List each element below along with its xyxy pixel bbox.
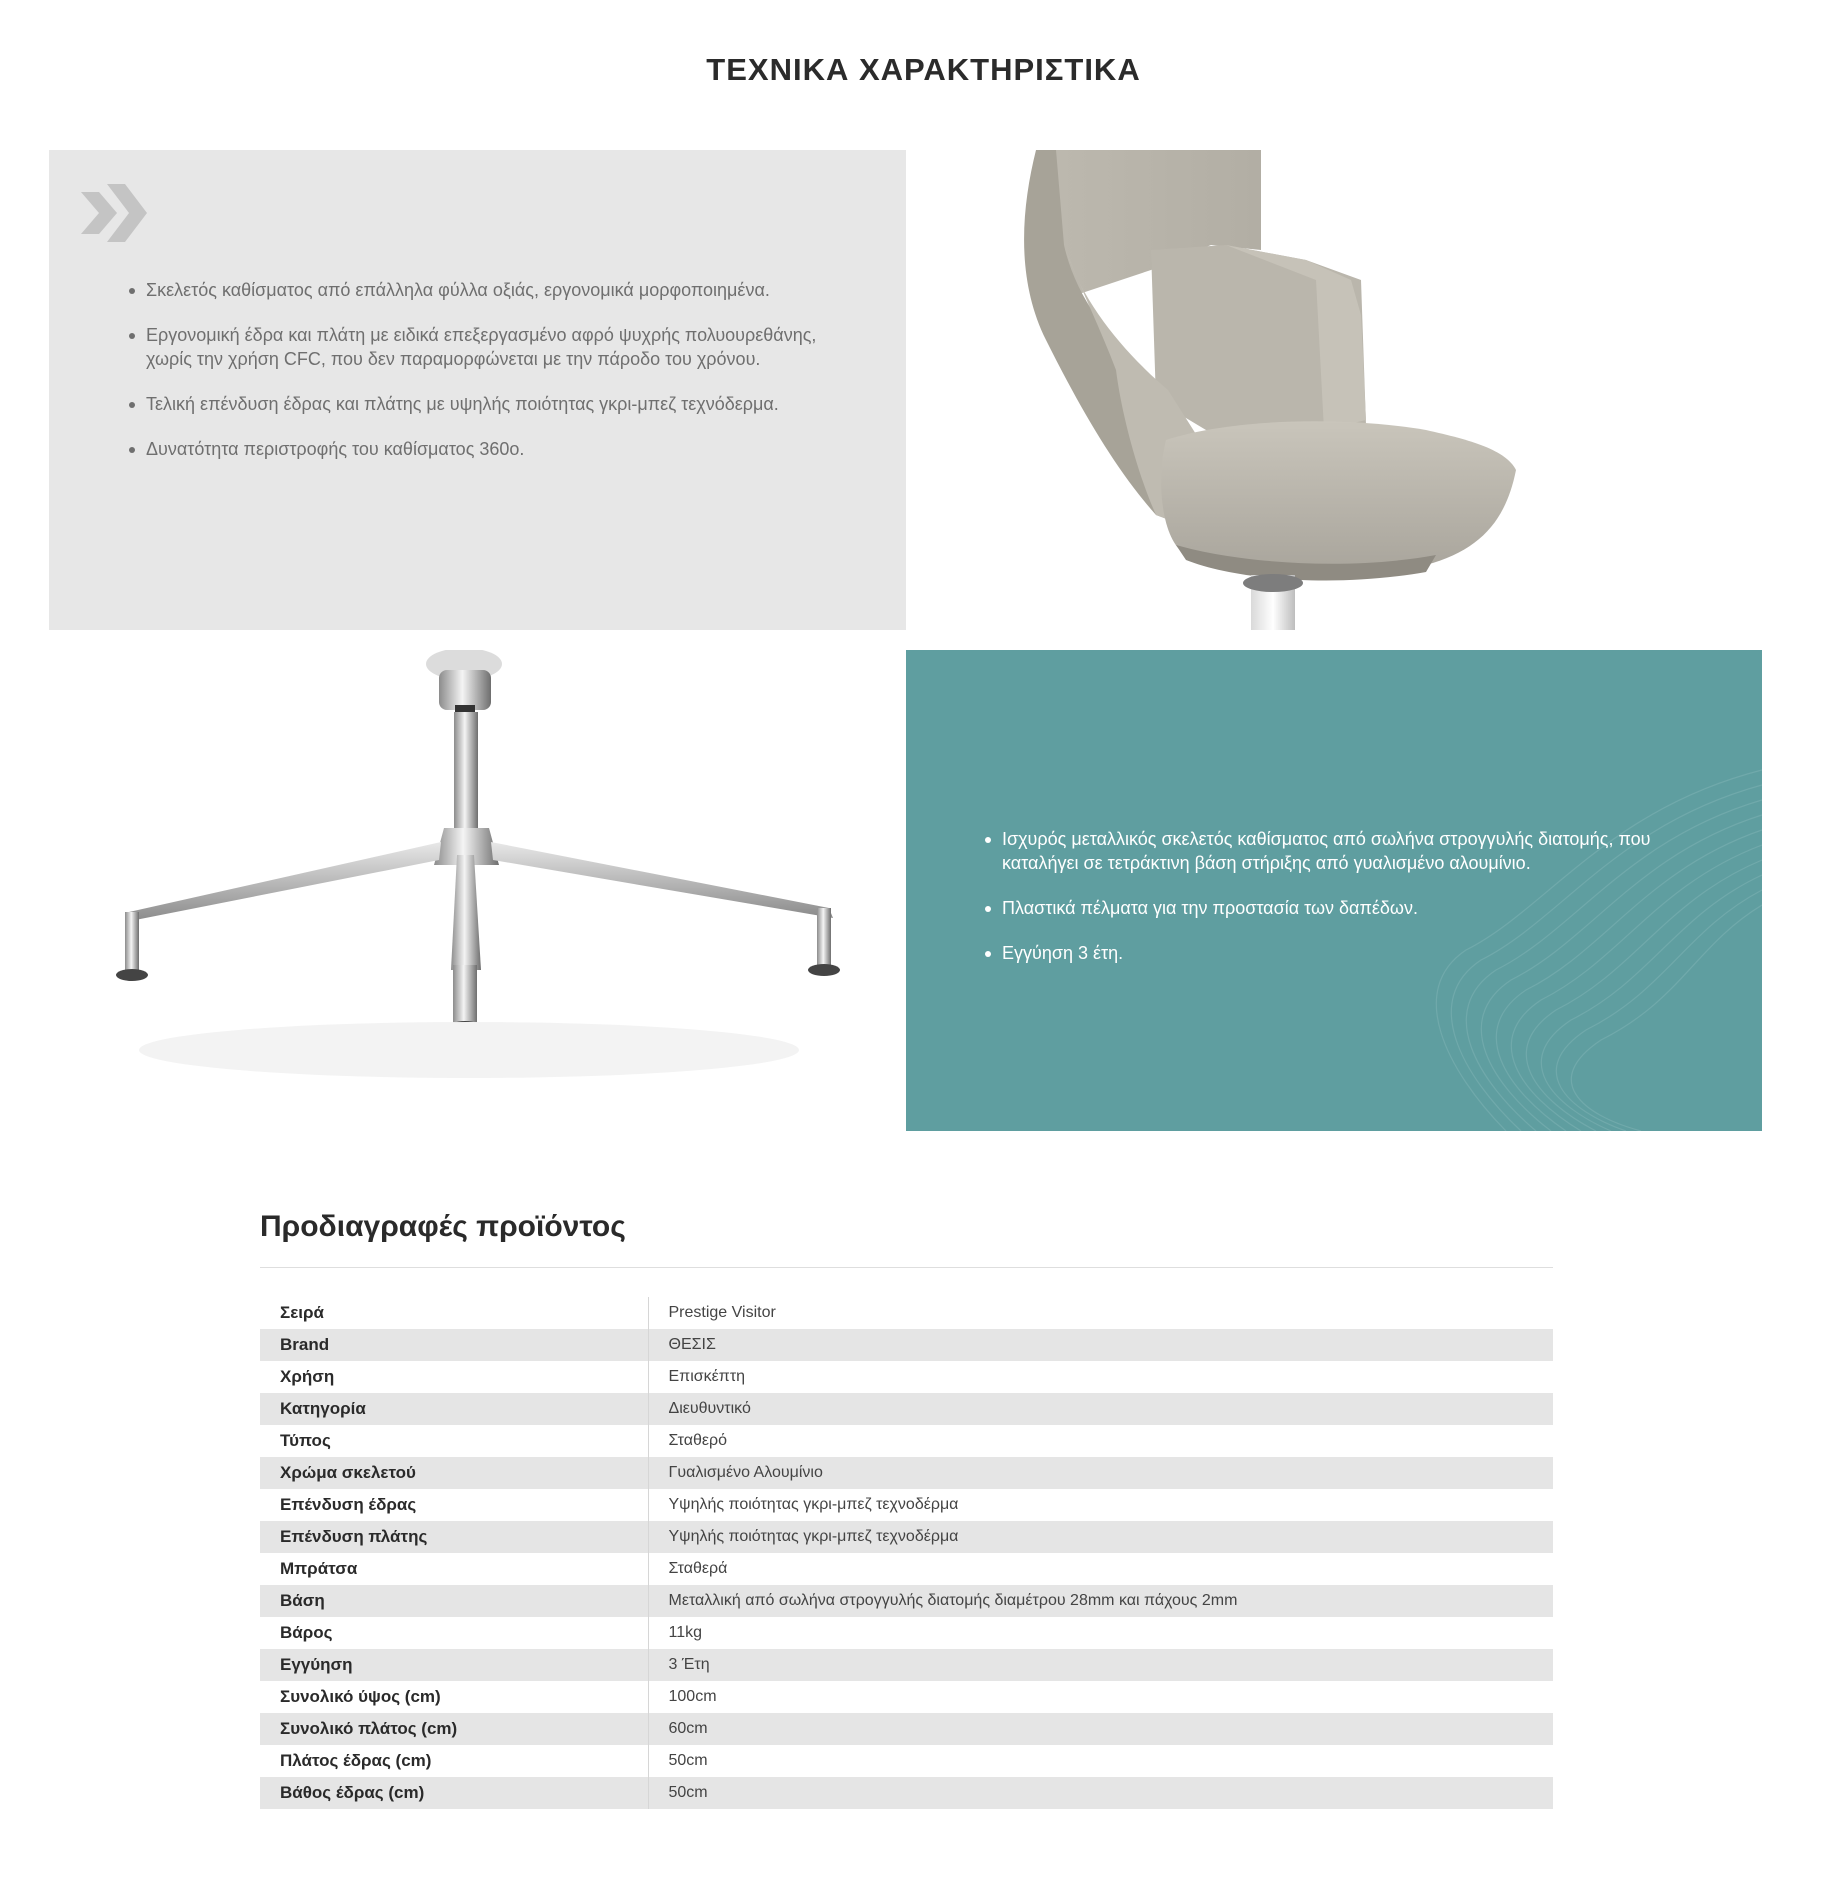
spec-value: Επισκέπτη: [668, 1368, 746, 1385]
spec-value: Υψηλής ποιότητας γκρι-μπεζ τεχνοδέρμα: [648, 1521, 1553, 1553]
table-row: [260, 1393, 1553, 1425]
spec-value: Διευθυντικό: [648, 1393, 1553, 1425]
spec-value: Prestige Visitor: [668, 1304, 776, 1321]
spec-label: Επένδυση πλάτης: [260, 1521, 648, 1553]
table-row: [260, 1617, 1553, 1649]
spec-value: 11kg: [668, 1624, 703, 1641]
spec-value: 50cm: [648, 1777, 1553, 1809]
table-row: [260, 1489, 1553, 1521]
table-row: [260, 1425, 1553, 1457]
spec-label: Brand: [260, 1329, 648, 1361]
table-row: [260, 1521, 1553, 1553]
spec-label: Σειρά: [260, 1297, 648, 1329]
specs-title: Προδιαγραφές προϊόντος: [260, 1210, 626, 1243]
table-row: [260, 1585, 1553, 1617]
feature-item: Τελική επένδυση έδρας και πλάτης με υψηλής ποιότητας γκρι-μπεζ τεχνόδερμα.: [129, 392, 849, 416]
feature-item: Σκελετός καθίσματος από επάλληλα φύλλα οξιάς, εργονομικά μορφοποιημένα.: [129, 278, 849, 302]
spec-value: Σταθερά: [668, 1560, 728, 1577]
table-row: [260, 1745, 1553, 1777]
spec-label: Μπράτσα: [260, 1553, 648, 1585]
table-row: [260, 1681, 1553, 1713]
features-panel-upholstery: [49, 150, 906, 630]
table-row: [260, 1457, 1553, 1489]
feature-item: Ισχυρός μεταλλικός σκελετός καθίσματος από σωλήνα στρογγυλής διατομής, που καταλήγει σε τετράκτινη βάση στήριξης από γυαλισμένο αλουμίνιο.: [985, 827, 1705, 875]
double-chevron-right-icon: [77, 180, 149, 246]
spec-label: Βάθος έδρας (cm): [260, 1777, 648, 1809]
spec-value: Γυαλισμένο Αλουμίνιο: [648, 1457, 1553, 1489]
spec-label: Βάση: [260, 1585, 648, 1617]
chair-seat-image: [906, 150, 1762, 630]
spec-value: 100cm: [668, 1688, 717, 1705]
spec-label: Κατηγορία: [260, 1393, 648, 1425]
table-row: [260, 1297, 1553, 1329]
feature-item: Εγγύηση 3 έτη.: [985, 941, 1705, 965]
table-row: [260, 1649, 1553, 1681]
features-list-upholstery: [129, 278, 849, 482]
spec-label: Επένδυση έδρας: [260, 1489, 648, 1521]
spec-value: Υψηλής ποιότητας γκρι-μπεζ τεχνοδέρμα: [668, 1496, 959, 1513]
spec-label: Πλάτος έδρας (cm): [260, 1745, 648, 1777]
specs-divider: [260, 1267, 1553, 1268]
spec-value: 60cm: [648, 1713, 1553, 1745]
feature-item: Πλαστικά πέλματα για την προστασία των δαπέδων.: [985, 896, 1705, 920]
table-row: [260, 1553, 1553, 1585]
spec-value: Μεταλλική από σωλήνα στρογγυλής διατομής διαμέτρου 28mm και πάχους 2mm: [648, 1585, 1553, 1617]
chair-base-image: [49, 650, 906, 1131]
features-panel-frame: [906, 650, 1762, 1131]
table-row: [260, 1329, 1553, 1361]
spec-label: Συνολικό ύψος (cm): [260, 1681, 648, 1713]
table-row: [260, 1777, 1553, 1809]
spec-label: Χρήση: [260, 1361, 648, 1393]
feature-item: Εργονομική έδρα και πλάτη με ειδικά επεξεργασμένο αφρό ψυχρής πολυουρεθάνης, χωρίς την χρήση CFC, που δεν παραμορφώνεται με την πάροδο του χρόνου.: [129, 323, 849, 371]
spec-value: ΘΕΣΙΣ: [648, 1329, 1553, 1361]
spec-label: Εγγύηση: [260, 1649, 648, 1681]
feature-item: Δυνατότητα περιστροφής του καθίσματος 360ο.: [129, 437, 849, 461]
spec-label: Βάρος: [260, 1617, 648, 1649]
table-row: [260, 1361, 1553, 1393]
specs-table: [260, 1297, 1553, 1809]
features-list-frame: [985, 827, 1705, 986]
section-title: ΤΕΧΝΙΚΑ ΧΑΡΑΚΤΗΡΙΣΤΙΚΑ: [706, 52, 1141, 87]
spec-value: 50cm: [668, 1752, 708, 1769]
spec-value: 3 Έτη: [648, 1649, 1553, 1681]
table-row: [260, 1713, 1553, 1745]
spec-label: Συνολικό πλάτος (cm): [260, 1713, 648, 1745]
spec-label: Τύπος: [260, 1425, 648, 1457]
spec-label: Χρώμα σκελετού: [260, 1457, 648, 1489]
spec-value: Σταθερό: [668, 1432, 727, 1449]
